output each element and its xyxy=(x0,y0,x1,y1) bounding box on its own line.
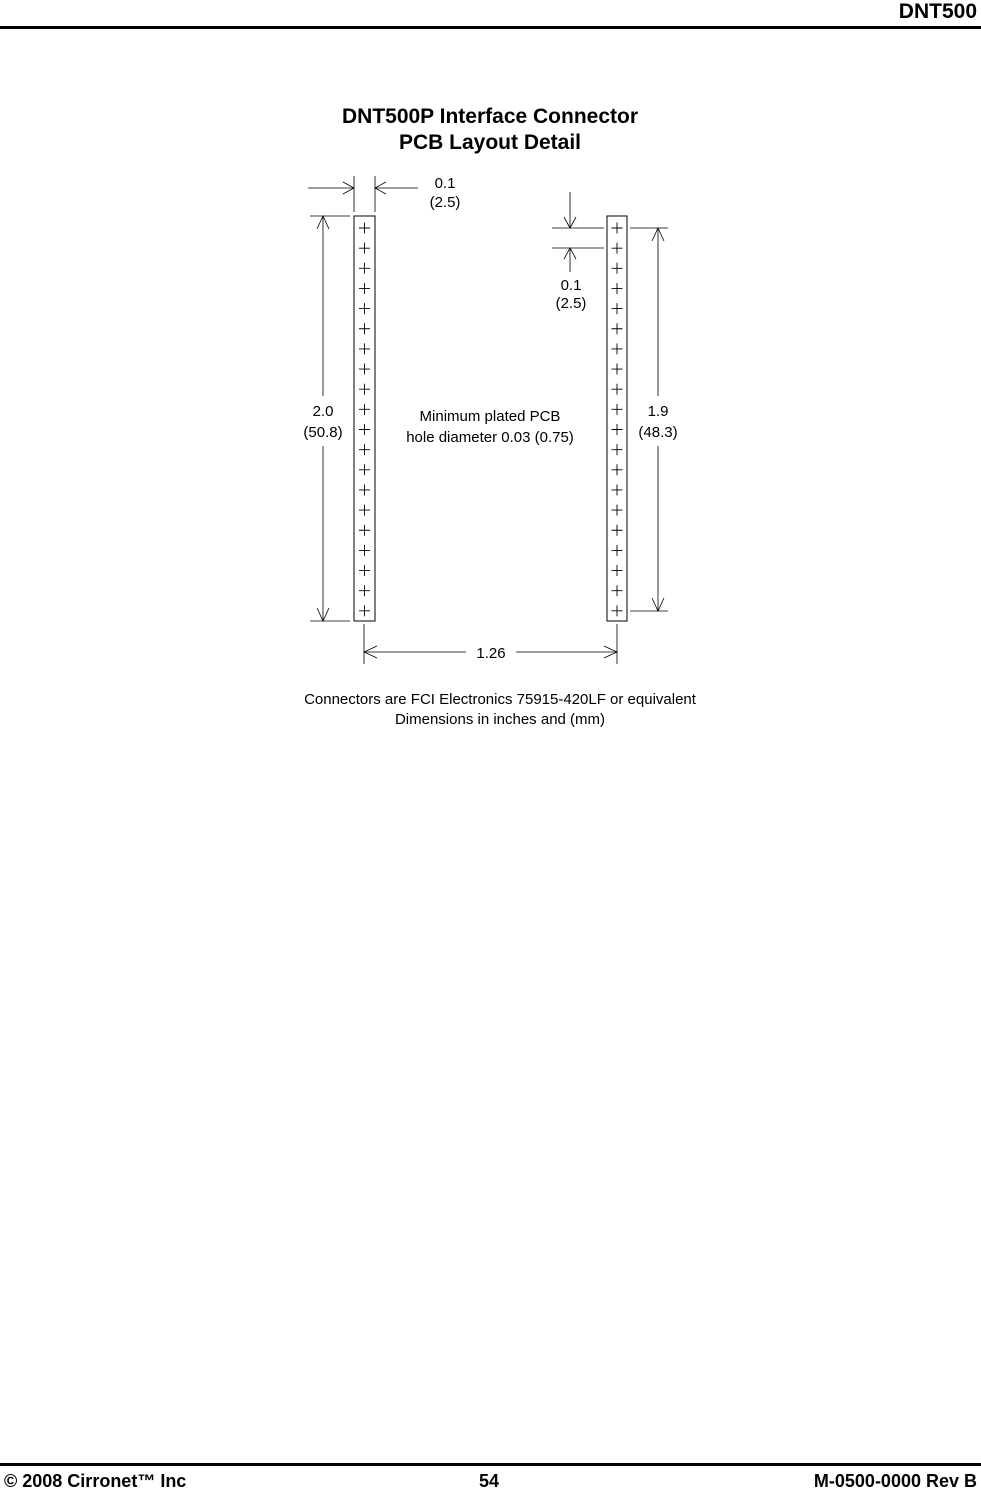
pin-mark xyxy=(612,505,623,516)
pin-mark xyxy=(612,223,623,234)
pin-mark xyxy=(612,484,623,495)
pin-mark xyxy=(359,605,370,616)
left-length-mm: (50.8) xyxy=(303,424,343,441)
top-pitch-dimension xyxy=(308,176,418,212)
right-pitch-mm: (2.5) xyxy=(555,295,587,312)
top-pitch-mm: (2.5) xyxy=(429,194,461,211)
pin-mark xyxy=(612,525,623,536)
pin-mark xyxy=(612,605,623,616)
pin-mark xyxy=(359,484,370,495)
pin-mark xyxy=(359,323,370,334)
pin-mark xyxy=(359,565,370,576)
right-connector-outline xyxy=(607,216,627,621)
figure-title-line1: DNT500P Interface Connector xyxy=(341,105,639,128)
pin-mark xyxy=(359,404,370,415)
pin-mark xyxy=(612,364,623,375)
left-connector-pins xyxy=(359,223,370,617)
footer-doc-id: M-0500-0000 Rev B xyxy=(813,1471,977,1491)
pin-mark xyxy=(359,464,370,475)
pin-mark xyxy=(359,283,370,294)
left-length-in: 2.0 xyxy=(312,403,334,420)
right-pitch-dimension xyxy=(552,192,604,272)
pin-mark xyxy=(359,343,370,354)
right-pitch-in: 0.1 xyxy=(560,277,582,294)
footer-page-number: 54 xyxy=(479,1471,500,1491)
pin-mark xyxy=(359,424,370,435)
pin-mark xyxy=(359,223,370,234)
spacing-value: 1.26 xyxy=(476,645,506,662)
pin-mark xyxy=(359,525,370,536)
pin-mark xyxy=(612,444,623,455)
pin-mark xyxy=(612,404,623,415)
pin-mark xyxy=(359,585,370,596)
header-title: DNT500 xyxy=(898,0,977,23)
pin-mark xyxy=(612,263,623,274)
pin-mark xyxy=(612,565,623,576)
pin-mark xyxy=(612,303,623,314)
pin-mark xyxy=(612,323,623,334)
top-pitch-in: 0.1 xyxy=(434,175,456,192)
pin-mark xyxy=(359,263,370,274)
pin-mark xyxy=(359,364,370,375)
pin-mark xyxy=(612,283,623,294)
right-connector-pins xyxy=(612,223,623,617)
pin-mark xyxy=(359,545,370,556)
center-note-line1: Minimum plated PCB xyxy=(419,408,561,425)
footer-copyright: © 2008 Cirronet™ Inc xyxy=(4,1471,187,1491)
footer-rule xyxy=(0,1463,981,1466)
pin-mark xyxy=(359,444,370,455)
figure-title-line2: PCB Layout Detail xyxy=(398,131,582,154)
connector-part-note: Connectors are FCI Electronics 75915-420LF or equivalent xyxy=(304,691,696,708)
pin-mark xyxy=(612,545,623,556)
pin-mark xyxy=(359,505,370,516)
left-connector-outline xyxy=(354,216,375,621)
pin-mark xyxy=(359,303,370,314)
pin-mark xyxy=(612,424,623,435)
pin-mark xyxy=(359,243,370,254)
right-length-in: 1.9 xyxy=(647,403,669,420)
pin-mark xyxy=(612,585,623,596)
dimensions-units-note: Dimensions in inches and (mm) xyxy=(394,711,606,728)
pin-mark xyxy=(359,384,370,395)
pin-mark xyxy=(612,343,623,354)
right-length-mm: (48.3) xyxy=(638,424,678,441)
pin-mark xyxy=(612,384,623,395)
pin-mark xyxy=(612,464,623,475)
pin-mark xyxy=(612,243,623,254)
center-note-line2: hole diameter 0.03 (0.75) xyxy=(406,429,574,446)
